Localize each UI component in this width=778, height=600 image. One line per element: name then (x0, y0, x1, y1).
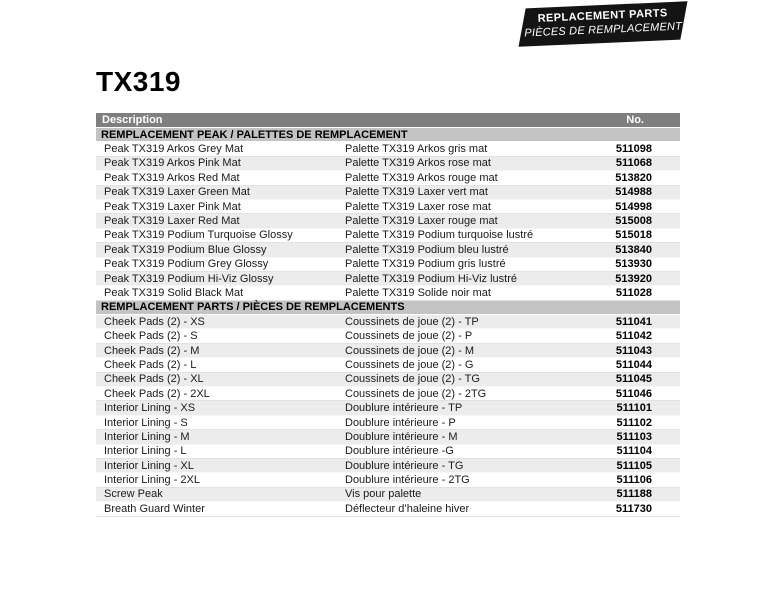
part-number: 511041 (615, 315, 652, 328)
part-description-en: Interior Lining - M (104, 430, 190, 443)
table-row (96, 473, 680, 487)
part-description-en: Peak TX319 Laxer Green Mat (104, 186, 250, 199)
part-description-fr: Coussinets de joue (2) - TP (345, 315, 479, 328)
table-row (96, 430, 680, 444)
part-description-fr: Coussinets de joue (2) - P (345, 330, 473, 343)
part-description-fr: Doublure intérieure -G (345, 445, 454, 458)
part-number: 511104 (616, 445, 652, 458)
part-description-en: Screw Peak (104, 488, 163, 501)
table-row (96, 373, 680, 387)
part-description-fr: Doublure intérieure - TP (345, 402, 463, 415)
table-row (96, 459, 680, 473)
part-number: 511188 (616, 488, 652, 501)
table-row (96, 214, 680, 228)
table-row (96, 445, 680, 459)
part-description-en: Peak TX319 Arkos Red Mat (104, 171, 240, 184)
part-description-fr: Palette TX319 Podium Hi-Viz lustré (345, 272, 518, 285)
part-description-en: Peak TX319 Laxer Pink Mat (104, 200, 241, 213)
part-number: 513820 (615, 171, 652, 184)
part-description-en: Peak TX319 Podium Grey Glossy (104, 258, 269, 271)
part-description-en: Cheek Pads (2) - XL (104, 373, 204, 386)
description-column-header: Description (102, 114, 163, 126)
part-number: 511101 (616, 402, 652, 415)
part-number: 511045 (615, 373, 652, 386)
part-description-fr: Déflecteur d’haleine hiver (345, 502, 470, 515)
table-row (96, 258, 680, 272)
part-description-en: Cheek Pads (2) - 2XL (104, 387, 210, 400)
part-description-en: Interior Lining - S (104, 416, 188, 429)
table-row (96, 387, 680, 401)
part-number: 513840 (615, 243, 652, 256)
part-description-en: Peak TX319 Arkos Pink Mat (104, 157, 241, 170)
table-row (96, 344, 680, 358)
part-number: 515018 (615, 229, 652, 242)
part-description-en: Peak TX319 Podium Blue Glossy (104, 243, 267, 256)
part-description-en: Interior Lining - XS (104, 402, 196, 415)
part-number: 511042 (615, 330, 652, 343)
part-number: 514998 (615, 200, 652, 213)
part-number: 511046 (615, 387, 652, 400)
part-description-fr: Palette TX319 Laxer vert mat (345, 186, 488, 199)
part-description-fr: Coussinets de joue (2) - G (345, 358, 474, 371)
part-description-en: Cheek Pads (2) - S (104, 330, 198, 343)
section-header-row: REMPLACEMENT PEAK / PALETTES DE REMPLACEMENT (96, 128, 680, 142)
table-row (96, 272, 680, 286)
part-description-en: Peak TX319 Laxer Red Mat (104, 215, 240, 228)
table-row (96, 157, 680, 171)
table-header-row (96, 113, 680, 128)
badge-title-fr: PIÈCES DE REMPLACEMENT (524, 20, 683, 40)
table-row (96, 358, 680, 372)
part-description-en: Interior Lining - L (104, 445, 187, 458)
part-description-fr: Doublure intérieure - M (345, 430, 458, 443)
part-description-en: Interior Lining - 2XL (104, 474, 200, 487)
part-number: 511106 (616, 474, 652, 487)
part-description-en: Peak TX319 Podium Turquoise Glossy (104, 229, 293, 242)
table-row (96, 142, 680, 156)
part-description-fr: Palette TX319 Laxer rouge mat (345, 215, 498, 228)
part-description-fr: Coussinets de joue (2) - TG (345, 373, 480, 386)
part-number: 513920 (615, 272, 652, 285)
table-row (96, 315, 680, 329)
section-header-row: REMPLACEMENT PARTS / PIÈCES DE REMPLACEMENTS (96, 301, 680, 315)
table-row (96, 401, 680, 415)
parts-table-body (96, 128, 680, 517)
part-description-fr: Doublure intérieure - 2TG (345, 474, 470, 487)
replacement-parts-badge (521, 1, 685, 46)
part-number: 511102 (616, 416, 652, 429)
part-description-en: Cheek Pads (2) - L (104, 358, 197, 371)
table-row (96, 329, 680, 343)
part-description-fr: Coussinets de joue (2) - 2TG (345, 387, 487, 400)
part-number: 511103 (616, 430, 652, 443)
table-row (96, 416, 680, 430)
page-title: TX319 (96, 66, 181, 97)
part-description-en: Peak TX319 Arkos Grey Mat (104, 143, 244, 156)
part-number: 511105 (616, 459, 652, 472)
table-row (96, 286, 680, 300)
badge-text (521, 1, 685, 46)
part-description-en: Peak TX319 Podium Hi-Viz Glossy (104, 272, 274, 285)
number-column-header: No. (626, 114, 644, 126)
table-row (96, 488, 680, 502)
part-description-fr: Doublure intérieure - TG (345, 459, 464, 472)
table-row (96, 502, 680, 516)
badge-title-en: REPLACEMENT PARTS (537, 7, 668, 26)
table-row (96, 171, 680, 185)
part-description-fr: Coussinets de joue (2) - M (345, 344, 474, 357)
part-description-fr: Palette TX319 Laxer rose mat (345, 200, 491, 213)
part-number: 515008 (615, 215, 652, 228)
part-description-fr: Palette TX319 Podium bleu lustré (345, 243, 509, 256)
part-number: 511730 (615, 502, 652, 515)
part-description-fr: Palette TX319 Arkos rouge mat (345, 171, 498, 184)
table-row (96, 200, 680, 214)
part-description-en: Cheek Pads (2) - M (104, 344, 200, 357)
part-description-en: Breath Guard Winter (104, 502, 205, 515)
part-description-fr: Vis pour palette (345, 488, 422, 501)
table-row (96, 186, 680, 200)
part-number: 511068 (615, 157, 652, 170)
part-description-fr: Palette TX319 Podium turquoise lustré (345, 229, 534, 242)
part-description-en: Cheek Pads (2) - XS (104, 315, 205, 328)
part-number: 513930 (615, 258, 652, 271)
part-description-fr: Palette TX319 Arkos gris mat (345, 143, 488, 156)
part-description-fr: Palette TX319 Arkos rose mat (345, 157, 491, 170)
part-number: 511043 (615, 344, 652, 357)
part-number: 511028 (615, 286, 652, 299)
part-description-fr: Palette TX319 Podium gris lustré (345, 258, 506, 271)
part-number: 511098 (615, 143, 652, 156)
part-number: 514988 (615, 186, 652, 199)
part-description-fr: Doublure intérieure - P (345, 416, 456, 429)
part-description-en: Interior Lining - XL (104, 459, 194, 472)
part-description-fr: Palette TX319 Solide noir mat (345, 286, 491, 299)
part-number: 511044 (615, 358, 652, 371)
table-row (96, 229, 680, 243)
parts-table (96, 113, 680, 517)
table-row (96, 243, 680, 257)
part-description-en: Peak TX319 Solid Black Mat (104, 286, 244, 299)
